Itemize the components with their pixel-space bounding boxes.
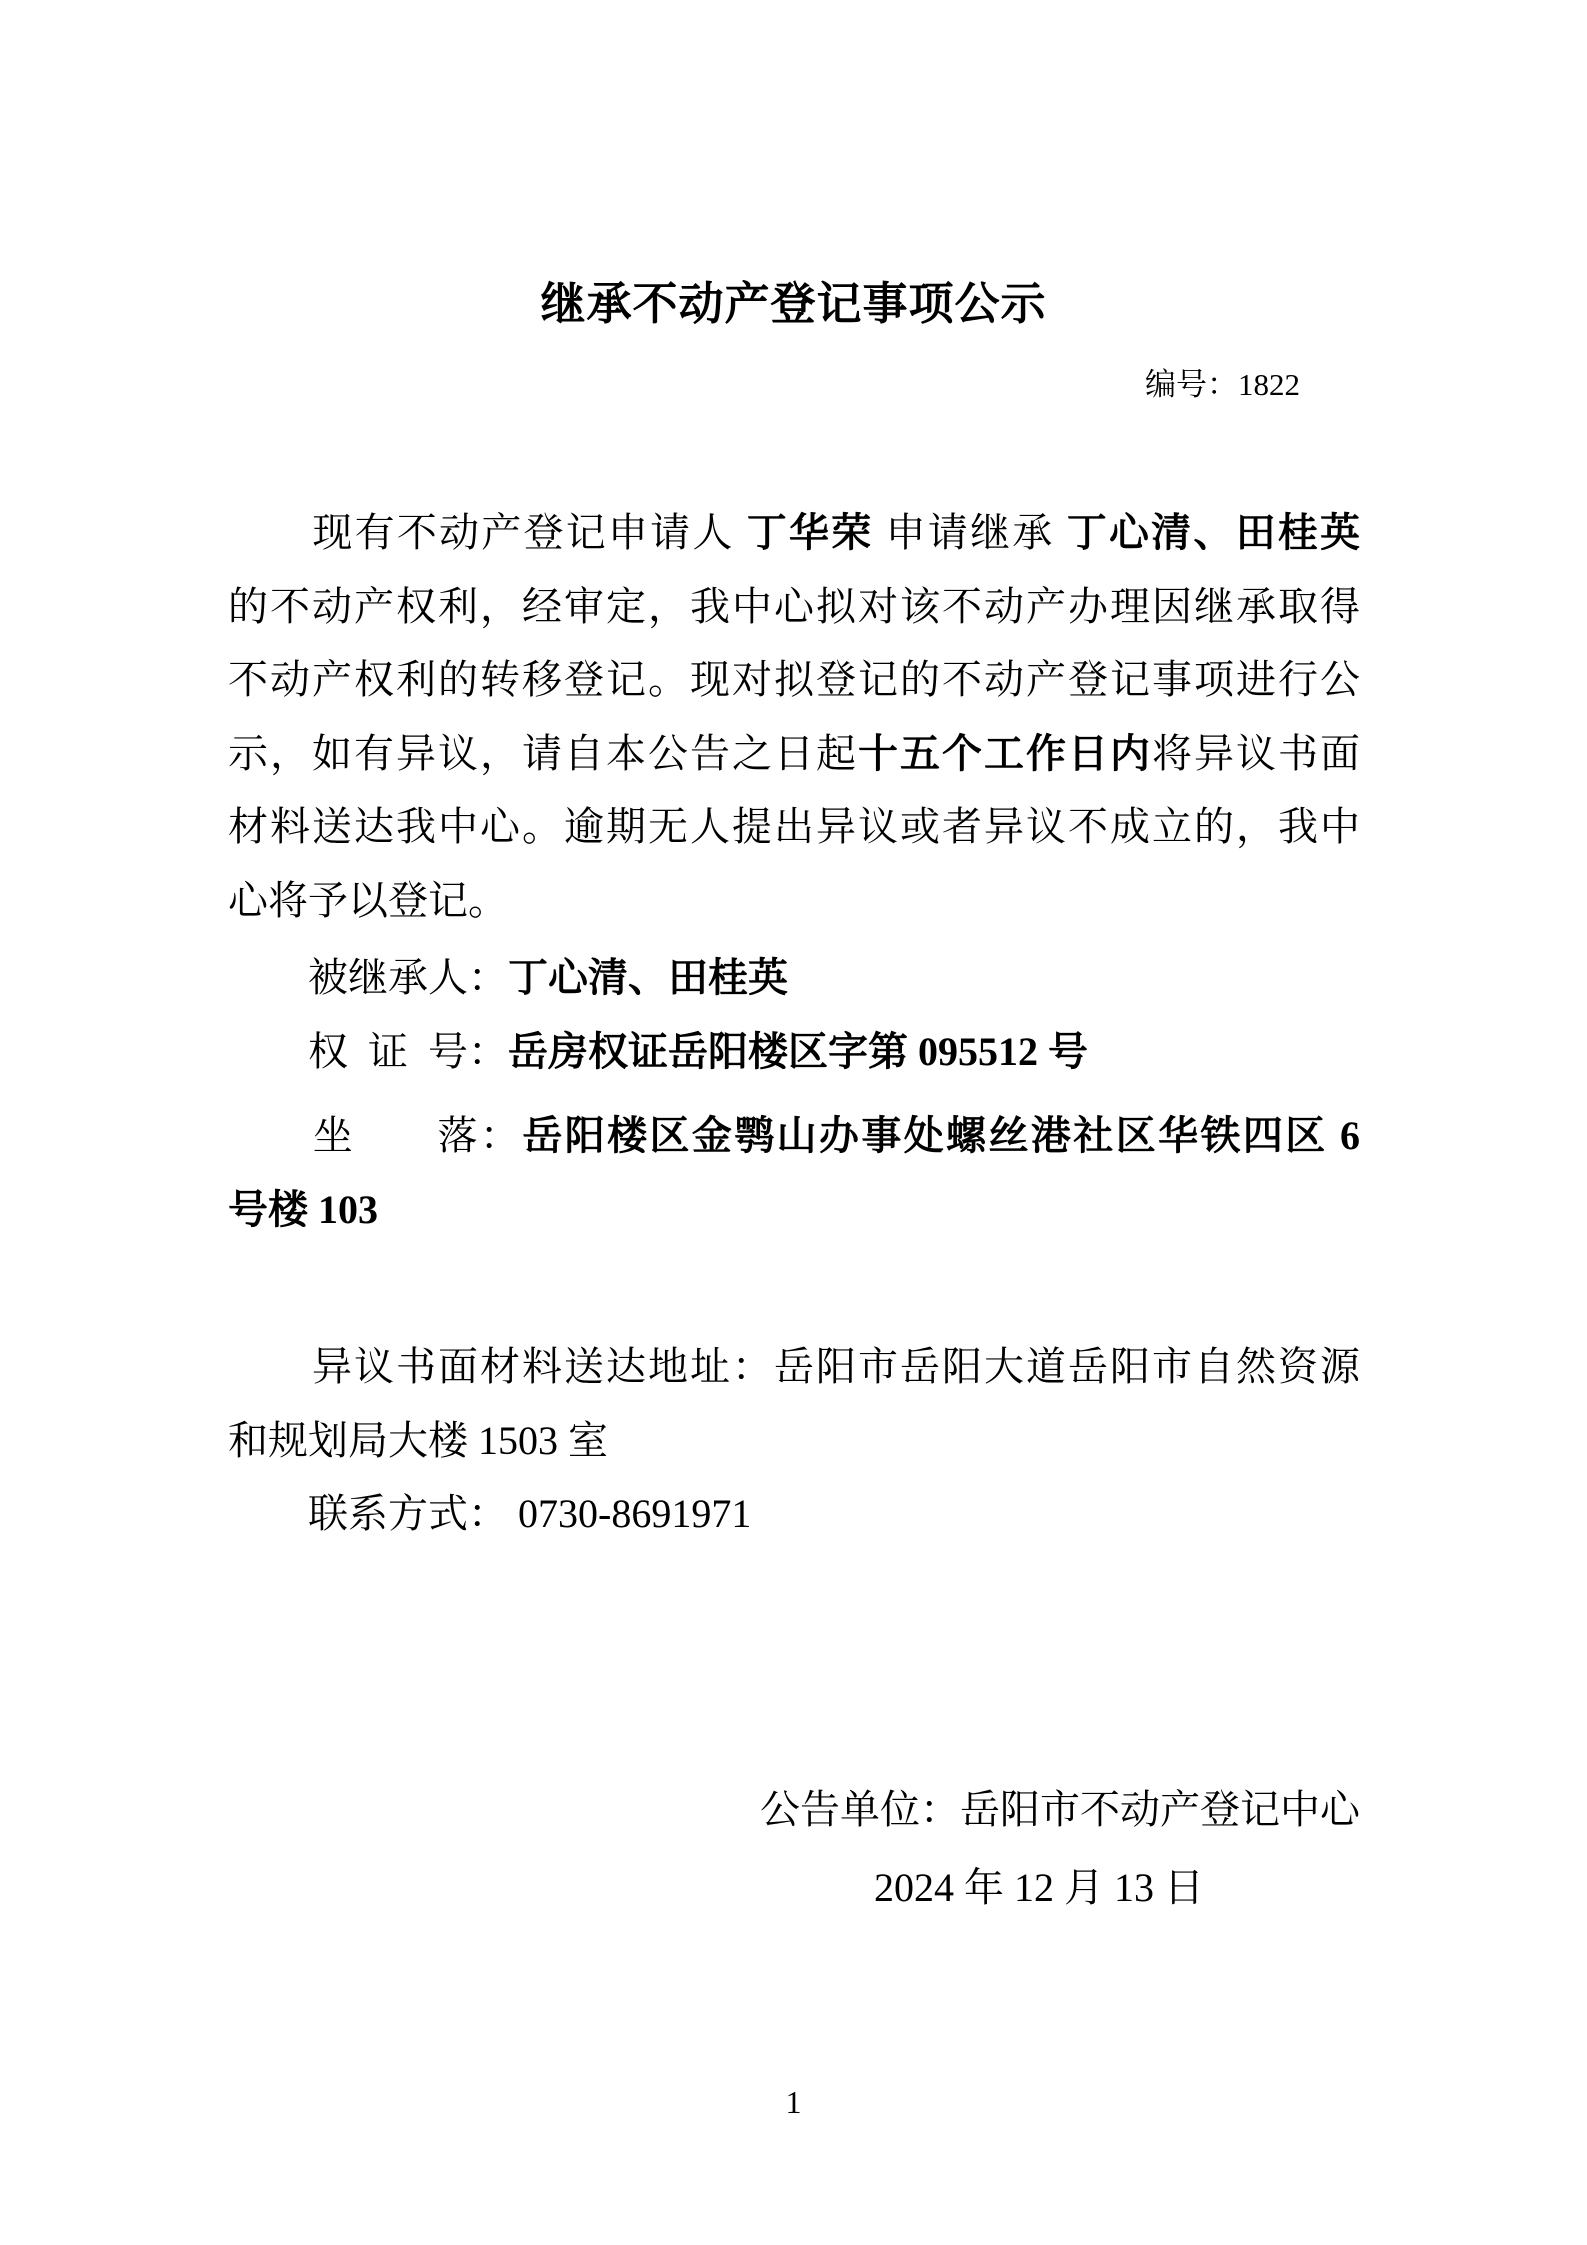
paragraph-line-2: 的不动产权利，经审定，我中心拟对该不动产办理因继承取得 — [228, 583, 1360, 629]
paragraph-line-5: 材料送达我中心。逾期无人提出异议或者异议不成立的，我中 — [228, 804, 1360, 849]
page-number: 1 — [785, 2084, 802, 2120]
field-location — [228, 1099, 1360, 1246]
notice-body — [228, 496, 1360, 1551]
issue-date: 2024 年 12 月 13 日 — [874, 1865, 1204, 1910]
objection-address — [228, 1330, 1360, 1477]
field-heir: 被继承人：丁心清、田桂英 — [228, 955, 788, 1000]
notice-title: 继承不动产登记事项公示 — [540, 278, 1047, 329]
paragraph-line-1: 现有不动产登记申请人 丁华荣 申请继承 丁心清、田桂英 — [228, 510, 1361, 555]
doc-number: 编号：1822 — [1145, 367, 1300, 402]
objection-address-line-2: 和规划局大楼 1503 室 — [228, 1417, 608, 1463]
objection-address-line-1: 异议书面材料送达地址：岳阳市岳阳大道岳阳市自然资源 — [228, 1344, 1360, 1389]
paragraph-line-4: 示，如有异议，请自本公告之日起十五个工作日内将异议书面 — [228, 730, 1360, 776]
paragraph-line-6: 心将予以登记。 — [228, 877, 508, 923]
contact-info: 联系方式： 0730-8691971 — [228, 1491, 752, 1536]
field-location-line-2: 号楼 103 — [228, 1186, 378, 1232]
field-location-line-1: 坐 落：岳阳楼区金鹗山办事处螺丝港社区华铁四区 6 — [228, 1113, 1361, 1158]
issuing-unit: 公告单位：岳阳市不动产登记中心 — [760, 1787, 1360, 1832]
paragraph-line-3: 不动产权利的转移登记。现对拟登记的不动产登记事项进行公 — [228, 657, 1360, 702]
field-cert-number: 权 证 号：岳房权证岳阳楼区字第 095512 号 — [228, 1028, 1088, 1074]
